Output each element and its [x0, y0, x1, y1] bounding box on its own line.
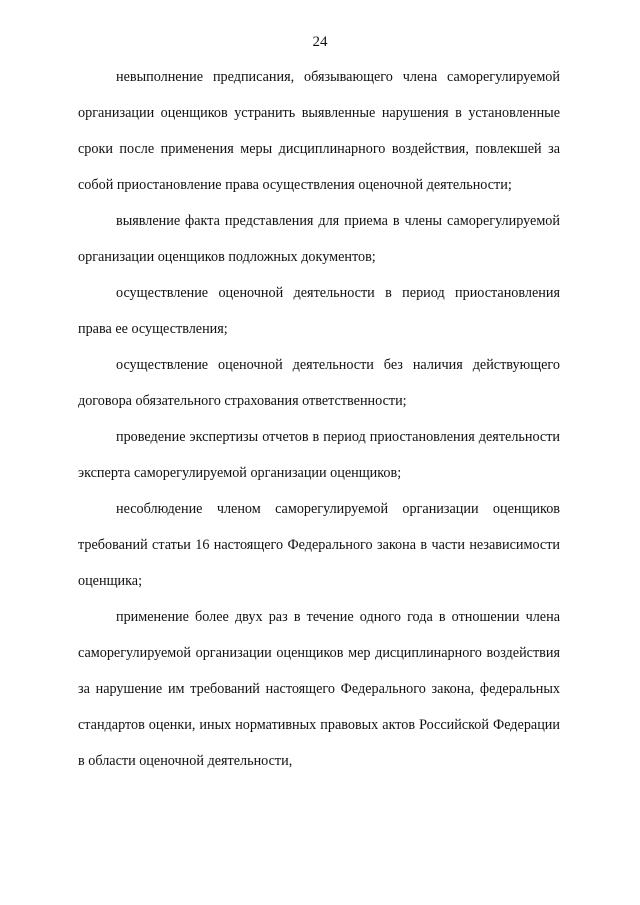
paragraph-no-insurance: осуществление оценочной деятельности без наличия действующего договора обязательного страхования ответственности;	[78, 357, 560, 409]
page-number: 24	[312, 34, 328, 50]
paragraph-activity-during-suspension: осуществление оценочной деятельности в период приостановления права ее осуществления;	[78, 285, 560, 337]
document-body	[78, 59, 560, 779]
paragraph-repeated-measures: применение более двух раз в течение одного года в отношении члена саморегулируемой организации оценщиков мер дисциплинарного воздействия за нарушение им требований настоящего Федерального закона, федеральных стандартов оценки, иных нормативных правовых актов Российской Федерации в области оценочной деятельности,	[78, 609, 560, 769]
paragraph-failure-to-comply: невыполнение предписания, обязывающего члена саморегулируемой организации оценщиков устранить выявленные нарушения в установленные сроки после применения меры дисциплинарного воздействия, повлекшей за собой приостановление права осуществления оценочной деятельности;	[78, 69, 560, 193]
paragraph-expertise-during-suspension: проведение экспертизы отчетов в период приостановления деятельности эксперта саморегулируемой организации оценщиков;	[78, 429, 560, 481]
paragraph-independence-violation: несоблюдение членом саморегулируемой организации оценщиков требований статьи 16 настоящего Федерального закона в части независимости оценщика;	[78, 501, 560, 589]
paragraph-forged-documents: выявление факта представления для приема в члены саморегулируемой организации оценщиков подложных документов;	[78, 213, 560, 265]
